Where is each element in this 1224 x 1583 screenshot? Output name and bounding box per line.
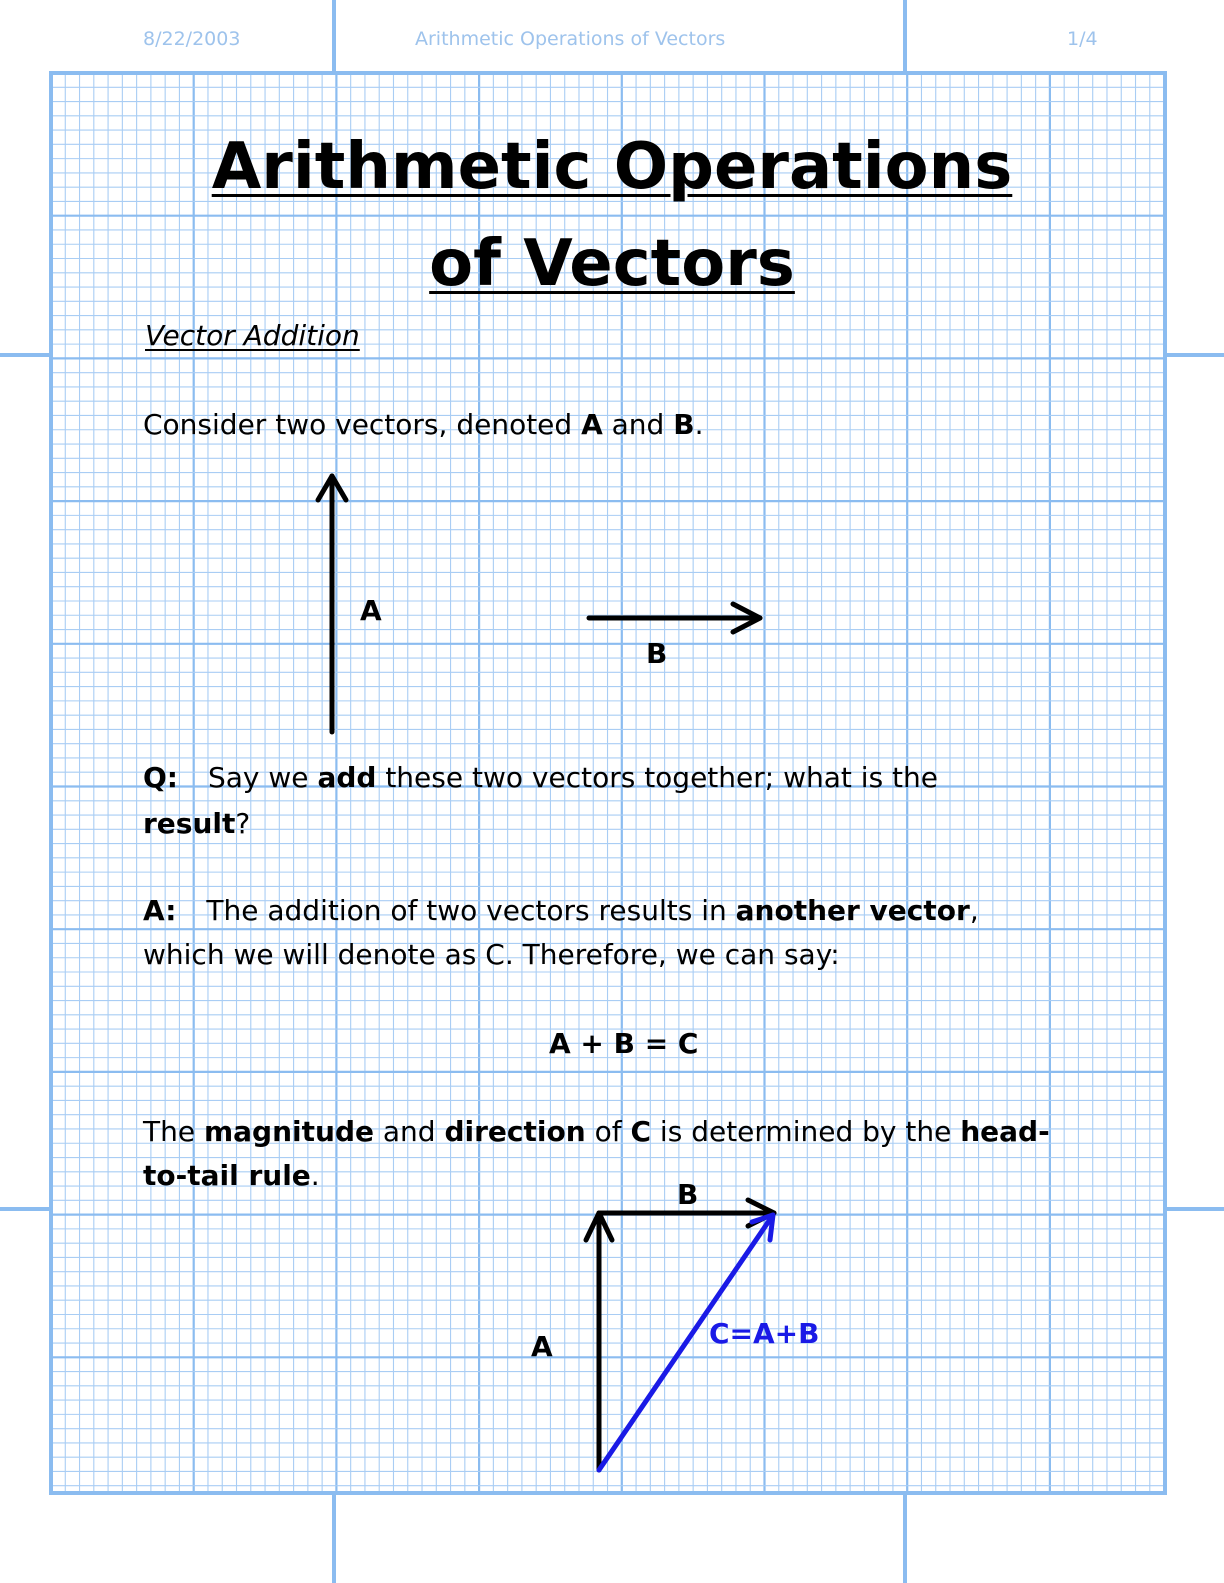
figure1-label-a: A [360,594,382,627]
figure2-vector-a [586,1213,612,1470]
header-title: Arithmetic Operations of Vectors [415,28,726,50]
figure2-label-c: C=A+B [709,1317,820,1350]
intro-paragraph: Consider two vectors, denoted A and B. [143,408,704,441]
figure2-label-a: A [531,1330,553,1363]
header-page-number: 1/4 [1067,28,1098,50]
figure1-vector-a [318,476,346,732]
figure1-label-b: B [646,637,668,670]
figure2-label-b: B [677,1178,699,1211]
figure1-vector-b [589,604,760,632]
answer-line-2: which we will denote as C. Therefore, we can say: [143,938,840,971]
question-line-1: Q: Say we add these two vectors together; what is the [143,761,939,794]
section-heading: Vector Addition [145,319,360,352]
equation: A + B = C [549,1027,699,1060]
rule-line-1: The magnitude and direction of C is determined by the head- [143,1115,1050,1148]
page-title-line-2: of Vectors [429,227,795,301]
rule-line-2: to-tail rule. [143,1159,320,1192]
answer-line-1: A: The addition of two vectors results in another vector, [143,894,979,927]
header-date: 8/22/2003 [143,28,241,50]
question-line-2: result? [143,807,251,840]
page-title-line-1: Arithmetic Operations [211,130,1013,204]
